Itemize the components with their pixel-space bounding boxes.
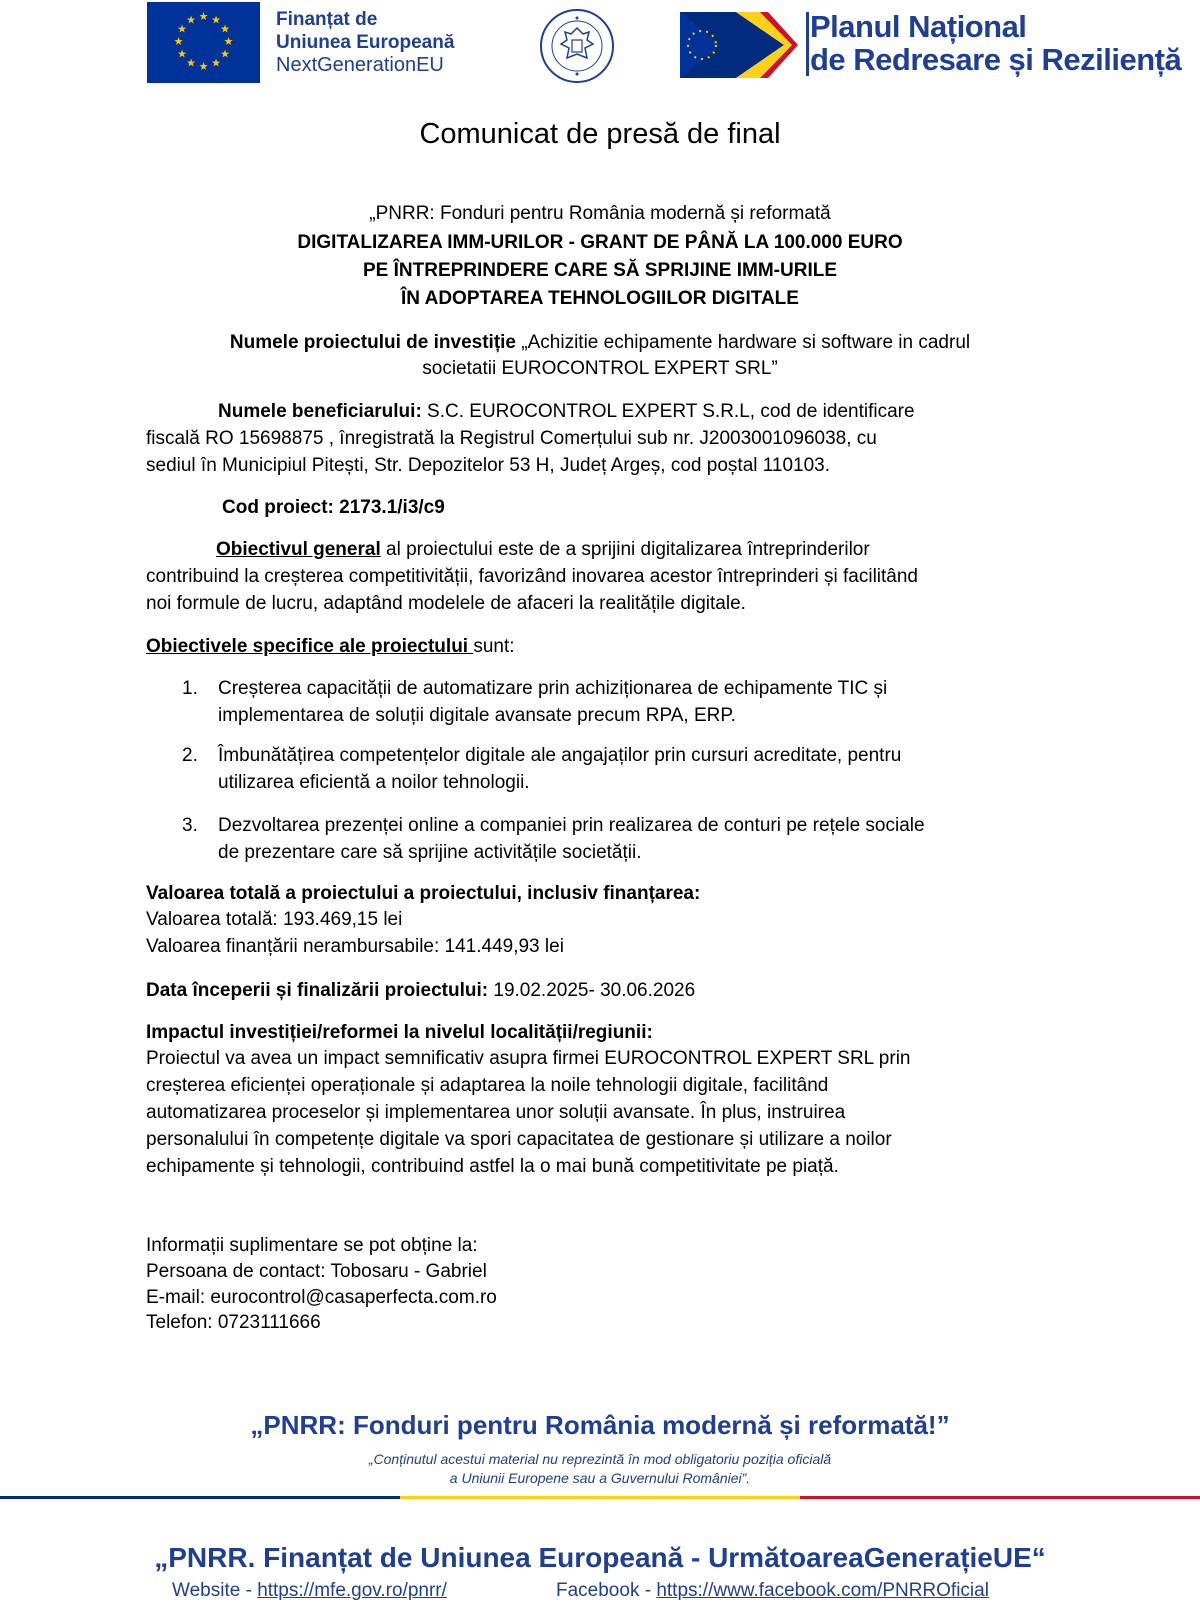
footer-main-slogan: „PNRR. Finanțat de Uniunea Europeană - UrmătoareaGenerațieUE“ <box>154 1542 1046 1573</box>
footer-facebook-label: Facebook - <box>556 1580 657 1601</box>
website-link[interactable]: https://mfe.gov.ro/pnrr/ <box>257 1580 447 1601</box>
svg-text:★: ★ <box>220 22 230 36</box>
general-objective-text-2: contribuind la creșterea competitivității, favorizând inovarea acestor întreprinderi și facilitând <box>146 566 918 587</box>
pnrr-logo-divider <box>806 12 809 76</box>
list-item-line1: Creșterea capacității de automatizare prin achiziționarea de echipamente TIC și <box>218 678 888 699</box>
beneficiary-text-3: sediul în Municipiul Pitești, Str. Depozitelor 53 H, Județ Argeș, cod poștal 110103. <box>146 455 831 476</box>
impact-line3: automatizarea proceselor și implementarea unor soluții avansate. În plus, instruirea <box>146 1102 846 1123</box>
contact-phone: Telefon: 0723111666 <box>146 1312 321 1333</box>
facebook-link[interactable]: https://www.facebook.com/PNRROficial <box>656 1580 989 1601</box>
contact-email: E-mail: eurocontrol@casaperfecta.com.ro <box>146 1287 497 1308</box>
impact-line2: creșterea eficienței operaționale și adaptarea la noile tehnologii digitale, facilitând <box>146 1075 829 1096</box>
eu-logo-line2: Uniunea Europeană <box>276 32 455 53</box>
list-item-text <box>218 742 1018 796</box>
page-title: Comunicat de presă de final <box>419 118 781 150</box>
general-objective-text-1: al proiectului este de a sprijini digitalizarea întreprinderilor <box>380 539 870 560</box>
list-item-text <box>218 812 1018 866</box>
footer-stripe-yellow <box>400 1496 800 1499</box>
svg-text:★: ★ <box>173 35 184 48</box>
project-dates <box>146 977 1030 1004</box>
svg-text:★: ★ <box>223 35 234 48</box>
value-heading: Valoarea totală a proiectului a proiectului, inclusiv finanțarea: <box>146 883 701 904</box>
svg-text:★: ★ <box>198 60 209 73</box>
footer-website <box>172 1580 447 1602</box>
specific-objectives-suffix: sunt: <box>473 636 515 657</box>
general-objective-label: Obiectivul general <box>216 539 381 560</box>
specific-objectives-heading <box>146 633 1030 660</box>
project-dates-value: 19.02.2025- 30.06.2026 <box>488 980 696 1001</box>
impact-line5: echipamente și tehnologii, contribuind astfel la o mai bună competitivitate pe piață. <box>146 1156 839 1177</box>
footer-slogan: „PNRR: Fonduri pentru România modernă și reformată!” <box>250 1410 950 1440</box>
contact-intro: Informații suplimentare se pot obține la: <box>146 1235 478 1256</box>
svg-text:★: ★ <box>198 10 209 23</box>
eu-logo-line3: NextGenerationEU <box>276 54 444 76</box>
footer-disclaimer-line1: „Conținutul acestui material nu reprezintă în mod obligatoriu poziția oficială <box>368 1451 832 1467</box>
eu-logo-line1: Finanțat de <box>276 9 378 30</box>
list-item-line2: de prezentare care să sprijine activitățile societății. <box>218 842 642 863</box>
general-objective-line1 <box>146 536 1030 563</box>
list-item-line1: Dezvoltarea prezenței online a companiei prin realizarea de conturi pe rețele sociale <box>218 815 925 836</box>
list-item-number: 3. <box>182 815 198 836</box>
footer-disclaimer <box>0 1450 1200 1488</box>
beneficiary-text-2: fiscală RO 15698875 , înregistrată la Registrul Comerțului sub nr. J2003001096038, cu <box>146 428 877 449</box>
project-dates-label: Data începerii și finalizării proiectului: <box>146 980 489 1001</box>
intro-tagline: „PNRR: Fonduri pentru România modernă și reformată <box>369 203 831 224</box>
list-item-text <box>218 675 1018 729</box>
list-item-number: 1. <box>182 678 198 699</box>
footer-stripe-red <box>800 1496 1200 1499</box>
pnrr-logo-line2: de Redresare și Reziliență <box>810 42 1182 77</box>
svg-text:★: ★ <box>186 56 196 70</box>
project-name-value-2: societatii EUROCONTROL EXPERT SRL” <box>422 358 778 379</box>
pnrr-logo-text <box>810 10 1181 76</box>
value-grant: Valoarea finanțării nerambursabile: 141.449,93 lei <box>146 936 564 957</box>
intro-heading-line1: DIGITALIZAREA IMM-URILOR - GRANT DE PÂNĂ LA 100.000 EURO <box>297 232 903 253</box>
list-item-line2: implementarea de soluții digitale avansate precum RPA, ERP. <box>218 705 736 726</box>
svg-text:★: ★ <box>177 22 187 36</box>
impact-heading: Impactul investiției/reformei la nivelul localității/regiunii: <box>146 1022 653 1043</box>
svg-text:★: ★ <box>177 47 187 61</box>
eu-funding-logo-text <box>276 8 454 77</box>
list-item-number: 2. <box>182 745 198 766</box>
beneficiary-label: Numele beneficiarului: <box>218 401 422 422</box>
footer-website-label: Website - <box>172 1580 258 1601</box>
project-name-value-1: „Achizitie echipamente hardware si software in cadrul <box>521 332 971 353</box>
general-objective-text-3: noi formule de lucru, adaptând modelele de afaceri la realitățile digitale. <box>146 593 746 614</box>
specific-objectives-label: Obiectivele specifice ale proiectului <box>146 636 474 657</box>
intro-heading-line2: PE ÎNTREPRINDERE CARE SĂ SPRIJINE IMM-URILE <box>363 260 837 281</box>
footer-stripe-blue <box>0 1496 400 1499</box>
beneficiary-line1 <box>146 398 1030 425</box>
beneficiary-text-1: S.C. EUROCONTROL EXPERT S.R.L, cod de identificare <box>421 401 915 422</box>
project-code: Cod proiect: 2173.1/i3/c9 <box>222 497 445 518</box>
intro-heading-line3: ÎN ADOPTAREA TEHNOLOGIILOR DIGITALE <box>401 288 799 309</box>
project-name-line1 <box>0 329 1200 356</box>
project-name-label: Numele proiectului de investiție <box>229 332 516 353</box>
pnrr-logo-icon <box>680 12 798 78</box>
impact-line1: Proiectul va avea un impact semnificativ asupra firmei EUROCONTROL EXPERT SRL prin <box>146 1048 911 1069</box>
footer-disclaimer-line2: a Uniunii Europene sau a Guvernului României”. <box>449 1470 751 1486</box>
contact-person: Persoana de contact: Tobosaru - Gabriel <box>146 1261 487 1282</box>
list-item-line1: Îmbunătățirea competențelor digitale ale angajaților prin cursuri acreditate, pentru <box>218 745 902 766</box>
footer-facebook <box>556 1580 989 1602</box>
romanian-government-seal-icon <box>539 8 615 84</box>
svg-text:★: ★ <box>211 13 221 27</box>
svg-text:★: ★ <box>211 56 221 70</box>
impact-line4: personalului în competențe digitale va spori capacitatea de gestionare și utilizare a noilor <box>146 1129 892 1150</box>
list-item-line2: utilizarea eficientă a noilor tehnologii. <box>218 772 530 793</box>
eu-flag-icon <box>147 2 260 83</box>
svg-text:★: ★ <box>186 13 196 27</box>
pnrr-logo-line1: Planul Național <box>810 9 1027 44</box>
value-total: Valoarea totală: 193.469,15 lei <box>146 909 403 930</box>
svg-text:★: ★ <box>220 47 230 61</box>
